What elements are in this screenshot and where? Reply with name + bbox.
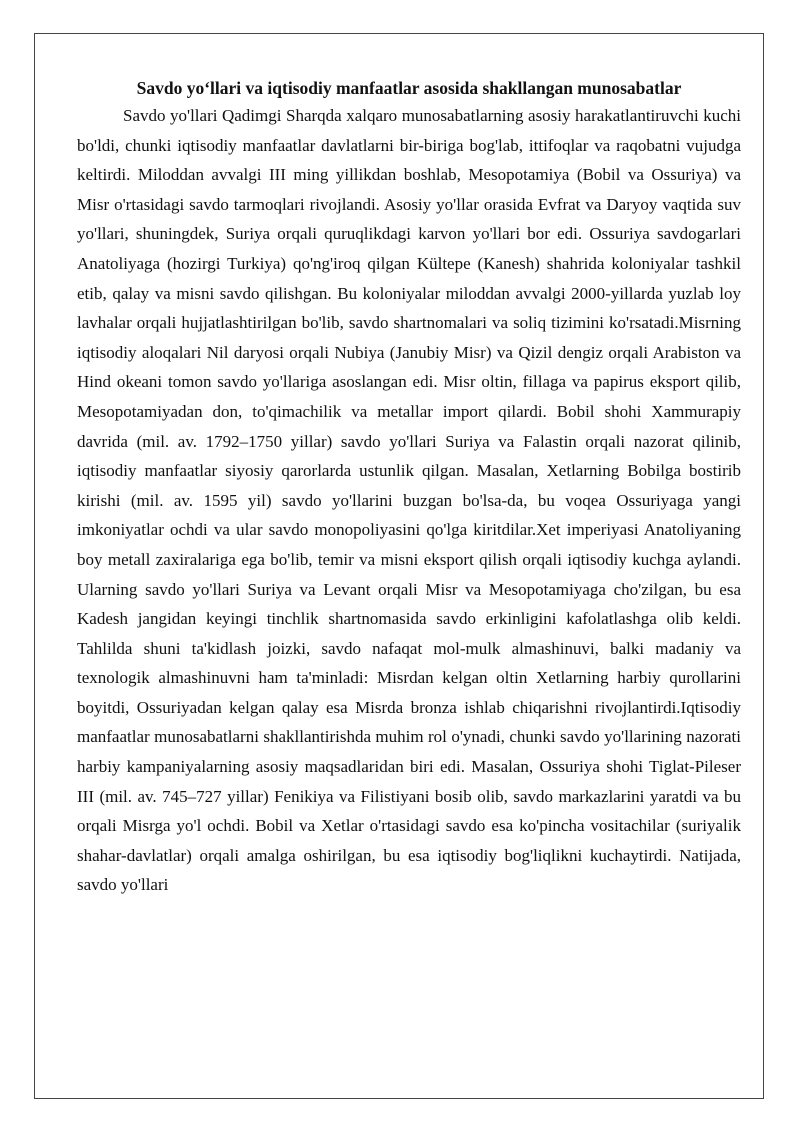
document-content [77,75,741,900]
document-title: Savdo yo‘llari va iqtisodiy manfaatlar asosida shakllangan munosabatlar [136,78,682,98]
body-paragraph: Savdo yo'llari Qadimgi Sharqda xalqaro munosabatlarning asosiy harakatlantiruvchi kuchi bo'ldi, chunki iqtisodiy manfaatlar davlatlarni bir-biriga bog'lab, ittifoqlar va raqobatni vujudga keltirdi. Miloddan avvalgi III ming yillikdan boshlab, Mesopotamiya (Bobil va Ossuriya) va Misr o'rtasidagi savdo tarmoqlari rivojlandi. Asosiy yo'llar orasida Evfrat va Daryoy vaqtida suv yo'llari, shuningdek, Suriya orqali quruqlikdagi karvon yo'llari bor edi. Ossuriya savdogarlari Anatoliyaga (hozirgi Turkiya) qo'ng'iroq qilgan Kültepe (Kanesh) shahrida koloniyalar tashkil etib, qalay va misni savdo qilishgan. Bu koloniyalar miloddan avvalgi 2000-yillarda yuzlab loy lavhalar orqali hujjatlashtirilgan bo'lib, savdo shartnomalari va soliq tizimini ko'rsatadi.Misrning iqtisodiy aloqalari Nil daryosi orqali Nubiya (Janubiy Misr) va Qizil dengiz orqali Arabiston va Hind okeani tomon savdo yo'llariga asoslangan edi. Misr oltin, fillaga va papirus eksport qilib, Mesopotamiyadan don, to'qimachilik va metallar import qilardi. Bobil shohi Xammurapiy davrida (mil. av. 1792–1750 yillar) savdo yo'llari Suriya va Falastin orqali nazorat qilinib, iqtisodiy manfaatlar siyosiy qarorlarda ustunlik qilgan. Masalan, Xetlarning Bobilga bostirib kirishi (mil. av. 1595 yil) savdo yo'llarini buzgan bo'lsa-da, bu voqea Ossuriyaga yangi imkoniyatlar ochdi va ular savdo monopoliyasini qo'lga kiritdilar.Xet imperiyasi Anatoliyaning boy metall zaxiralariga ega bo'lib, temir va misni eksport qilish orqali iqtisodiy kuchga aylandi. Ularning savdo yo'llari Suriya va Levant orqali Misr va Mesopotamiyaga cho'zilgan, bu esa Kadesh jangidan keyingi tinchlik shartnomasida savdo erkinligini kafolatlashga olib keldi. Tahlilda shuni ta'kidlash joizki, savdo nafaqat mol-mulk almashinuvi, balki madaniy va texnologik almashinuvni ham ta'minladi: Misrdan kelgan oltin Xetlarning harbiy qurollarini boyitdi, Ossuriyadan kelgan qalay esa Misrda bronza ishlab chiqarishni rivojlantirdi.Iqtisodiy manfaatlar munosabatlarni shakllantirishda muhim rol o'ynadi, chunki savdo yo'llarining nazorati harbiy kampaniyalarning asosiy maqsadlaridan biri edi. Masalan, Ossuriya shohi Tiglat-Pileser III (mil. av. 745–727 yillar) Fenikiya va Filistiyani bosib olib, savdo markazlarini yaratdi va bu orqali Misrga yo'l ochdi. Bobil va Xetlar o'rtasidagi savdo esa ko'pincha vositachilar (suriyalik shahar-davlatlar) orqali amalga oshirilgan, bu esa iqtisodiy bog'liqlikni kuchaytirdi. Natijada, savdo yo'llari [77,106,741,895]
